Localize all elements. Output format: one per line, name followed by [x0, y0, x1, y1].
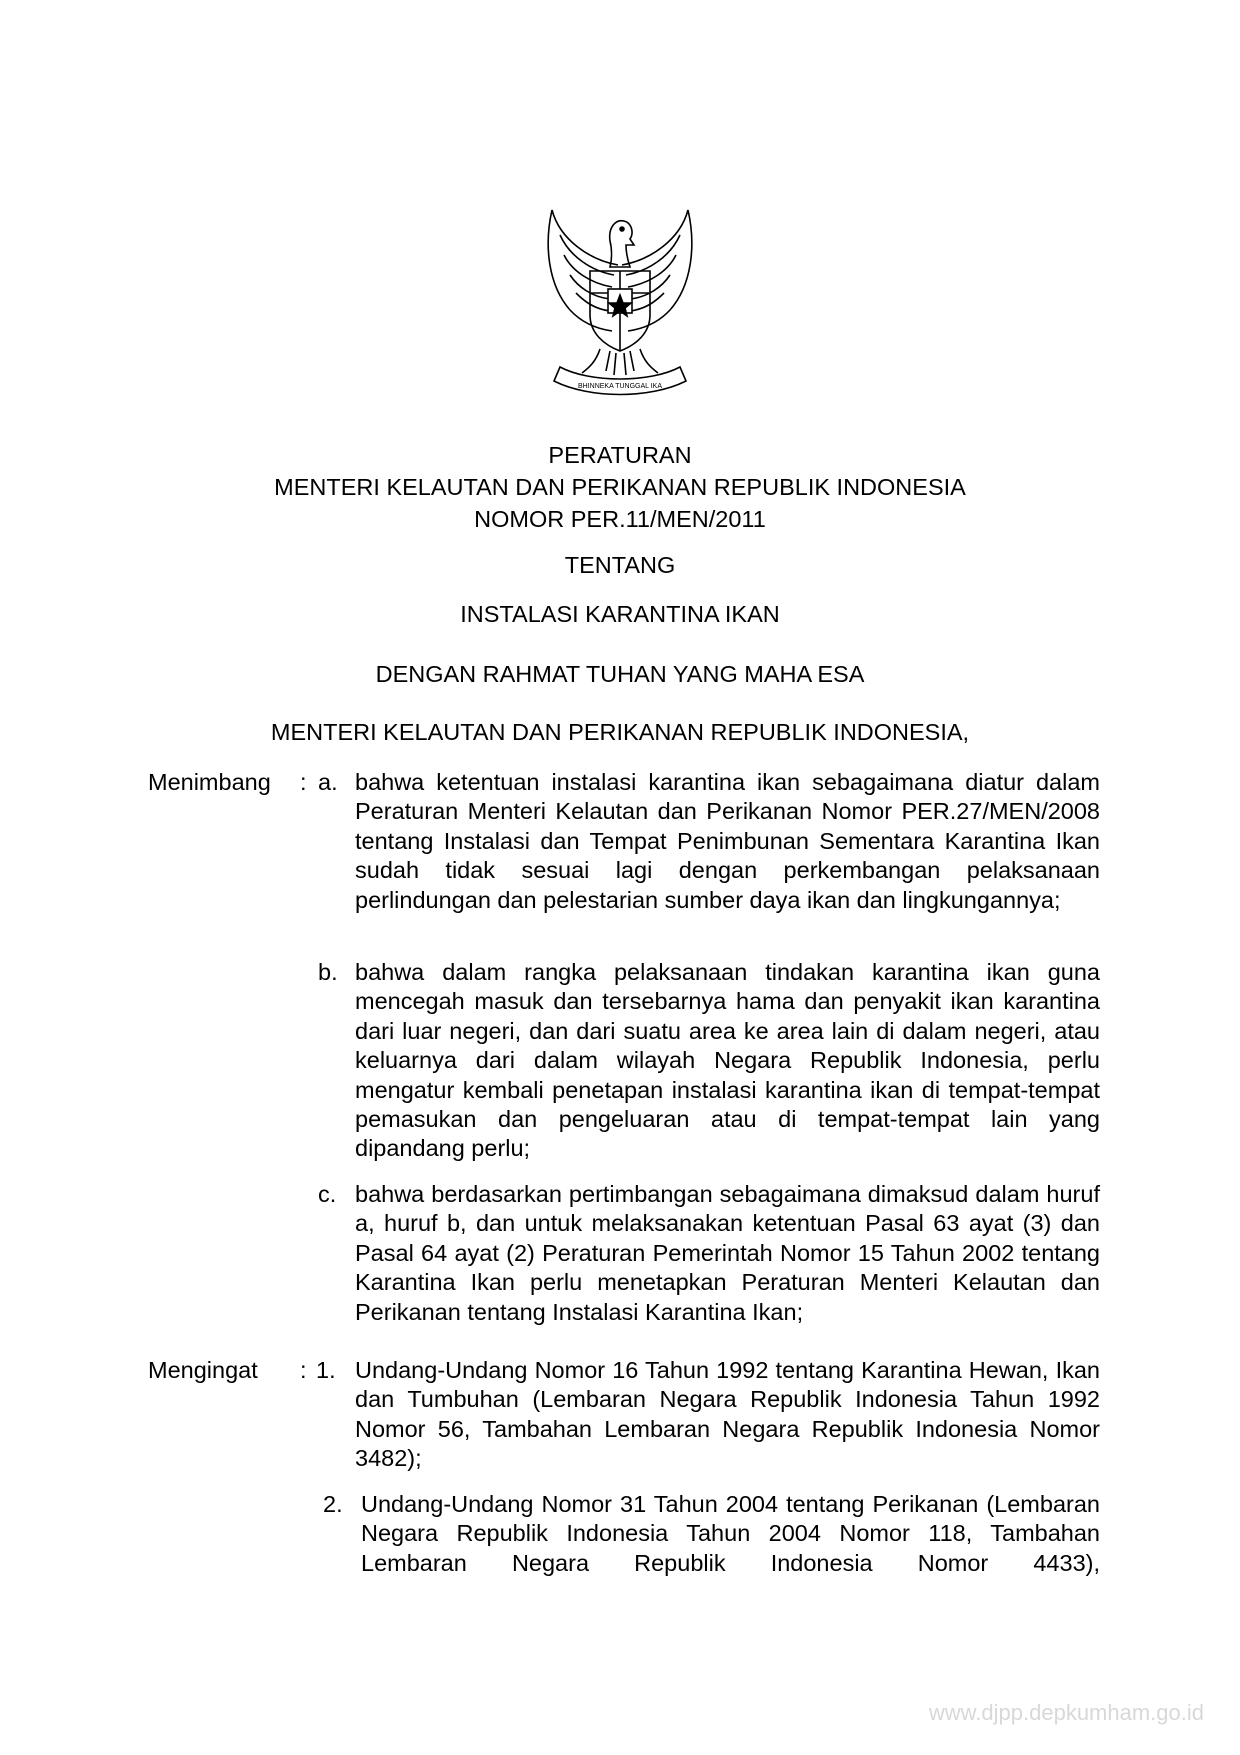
menimbang-label: Menimbang — [148, 769, 271, 795]
regulation-issuer: MENTERI KELAUTAN DAN PERIKANAN REPUBLIK INDONESIA — [274, 474, 966, 500]
emblem-banner-text: BHINNEKA TUNGGAL IKA — [577, 383, 663, 390]
regulation-number: NOMOR PER.11/MEN/2011 — [474, 506, 766, 532]
minister-heading: MENTERI KELAUTAN DAN PERIKANAN REPUBLIK INDONESIA, — [270, 719, 970, 745]
list-item-marker: a. — [318, 769, 338, 795]
list-item-marker: 1. — [316, 1357, 336, 1383]
menimbang-item-b: bahwa dalam rangka pelaksanaan tindakan karantina ikan guna mencegah masuk dan tersebarnya hama dan penyakit ikan karantina dari luar negeri, dan dari suatu area ke area lain di dalam negeri, atau keluarnya dari dalam wilayah Negara Republik Indonesia, perlu mengatur kembali penetapan instalasi karantina ikan di tempat-tempat pemasukan dan pengeluaran atau di tempat-tempat lain yang dipandang perlu; — [355, 959, 1100, 1162]
garuda-pancasila-emblem-icon — [530, 205, 710, 413]
menimbang-item-c: bahwa berdasarkan pertimbangan sebagaimana dimaksud dalam huruf a, huruf b, dan untuk melaksanakan ketentuan Pasal 63 ayat (3) dan Pasal 64 ayat (2) Peraturan Pemerintah Nomor 15 Tahun 2002 tentang Karantina Ikan perlu menetapkan Peraturan Menteri Kelautan dan Perikanan tentang Instalasi Karantina Ikan; — [355, 1181, 1100, 1325]
mengingat-label: Mengingat — [148, 1357, 258, 1383]
regulation-title: PERATURAN — [548, 442, 692, 468]
menimbang-colon: : — [300, 769, 307, 795]
tentang-heading: TENTANG — [564, 552, 676, 578]
regulation-subject: INSTALASI KARANTINA IKAN — [460, 601, 780, 627]
rahmat-heading: DENGAN RAHMAT TUHAN YANG MAHA ESA — [375, 661, 865, 687]
menimbang-item-a: bahwa ketentuan instalasi karantina ikan sebagaimana diatur dalam Peraturan Menteri Kelautan dan Perikanan Nomor PER.27/MEN/2008 tentang Instalasi dan Tempat Penimbunan Sementara Karantina Ikan sudah tidak sesuai lagi dengan perkembangan pelaksanaan perlindungan dan pelestarian sumber daya ikan dan lingkungannya; — [355, 769, 1100, 913]
watermark-url: www.djpp.depkumham.go.id — [928, 1700, 1204, 1725]
mengingat-item-1: Undang-Undang Nomor 16 Tahun 1992 tentang Karantina Hewan, Ikan dan Tumbuhan (Lembaran Negara Republik Indonesia Tahun 1992 Nomor 56, Tambahan Lembaran Negara Republik Indonesia Nomor 3482); — [355, 1357, 1100, 1472]
list-item-marker: b. — [318, 959, 338, 985]
list-item-marker: c. — [318, 1181, 337, 1207]
mengingat-colon: : — [300, 1357, 307, 1383]
mengingat-item-2: Undang-Undang Nomor 31 Tahun 2004 tentang Perikanan (Lembaran Negara Republik Indonesia Tahun 2004 Nomor 118, Tambahan Lembaran Negara Republik Indonesia Nomor 4433), — [361, 1491, 1100, 1576]
list-item-marker: 2. — [323, 1491, 343, 1517]
